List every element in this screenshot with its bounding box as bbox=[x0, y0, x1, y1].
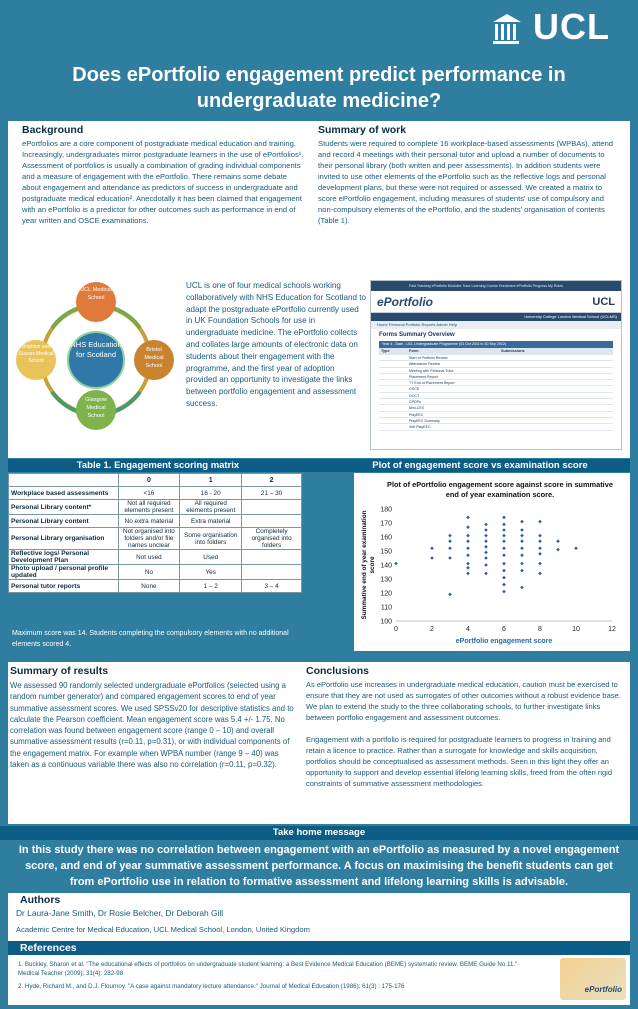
y-tick-label: 160 bbox=[380, 534, 392, 542]
table1-note: Maximum score was 14. Students completing the compulsory elements with no additional elements scored 4. bbox=[12, 630, 289, 648]
scatter-chart bbox=[354, 473, 630, 651]
table1-container bbox=[8, 473, 302, 593]
take-home-heading: Take home message bbox=[0, 826, 638, 840]
authors-affiliation: Academic Centre for Medical Education, UCL Medical School, London, United Kingdom bbox=[16, 925, 310, 934]
data-point bbox=[466, 539, 470, 543]
data-point bbox=[502, 523, 506, 527]
data-point bbox=[538, 539, 542, 543]
x-tick-label: 6 bbox=[502, 626, 506, 633]
table-cell: Personal tutor reports bbox=[9, 580, 119, 593]
data-point bbox=[574, 546, 578, 550]
screenshot-row-label: PlayEEC Summary bbox=[409, 418, 440, 423]
data-point bbox=[448, 546, 452, 550]
data-point bbox=[538, 572, 542, 576]
data-point bbox=[484, 572, 488, 576]
table-cell: Not organised into folders and/or file names unclear bbox=[118, 528, 180, 550]
table-header-cell: 2 bbox=[242, 474, 302, 487]
table-header-cell: 0 bbox=[118, 474, 180, 487]
data-point bbox=[502, 590, 506, 594]
data-point bbox=[466, 553, 470, 557]
reference-2: 2. Hyde, Richard M., and D.J. Flournoy. "A case against mandatory lecture attendance." Journal of Medical Education (1986); 61(3) : 175-176 bbox=[18, 983, 405, 990]
screenshot-col-type: Type bbox=[381, 349, 390, 353]
screenshot-row-label: TT End of Placement Report bbox=[409, 381, 455, 386]
table-cell: Personal Library organisation bbox=[9, 528, 119, 550]
screenshot-row-label: Start of Portfolio Review bbox=[409, 356, 448, 360]
x-tick-label: 8 bbox=[538, 626, 542, 633]
data-point bbox=[520, 534, 524, 538]
data-point bbox=[484, 523, 488, 527]
data-point bbox=[502, 583, 506, 587]
table1-title: Table 1. Engagement scoring matrix bbox=[76, 460, 240, 471]
table-cell: 21 – 30 bbox=[242, 487, 302, 500]
collaboration-diagram bbox=[14, 280, 182, 434]
table-header-cell: 1 bbox=[180, 474, 242, 487]
table-cell: 1 – 2 bbox=[180, 580, 242, 593]
x-tick-label: 12 bbox=[608, 626, 616, 633]
data-point bbox=[502, 528, 506, 532]
screenshot-col-submissions: Submissions bbox=[501, 349, 525, 353]
data-point bbox=[502, 562, 506, 566]
table-cell: Reflective logs/ Personal Development Plan bbox=[9, 550, 119, 565]
screenshot-col-form: Form bbox=[409, 349, 419, 353]
screenshot-rows bbox=[371, 355, 621, 431]
table-cell: Not used bbox=[118, 550, 180, 565]
references-bar bbox=[8, 941, 630, 955]
portico-icon bbox=[493, 14, 521, 44]
y-tick-label: 170 bbox=[380, 520, 392, 528]
data-point bbox=[448, 539, 452, 543]
node-label-bristol: Bristol Medical School bbox=[144, 347, 164, 369]
data-point bbox=[502, 516, 506, 520]
chart-panel bbox=[354, 473, 630, 651]
y-tick-label: 150 bbox=[380, 548, 392, 556]
data-point bbox=[538, 520, 542, 524]
data-point bbox=[556, 548, 560, 552]
data-point bbox=[466, 525, 470, 529]
screenshot-row-label: CPDPs bbox=[409, 400, 421, 405]
data-point bbox=[484, 551, 488, 555]
table-cell: Used bbox=[180, 550, 242, 565]
data-point bbox=[484, 539, 488, 543]
data-point bbox=[538, 552, 542, 556]
poster-title: Does ePortfolio engagement predict performance in undergraduate medicine? bbox=[72, 64, 566, 112]
data-point bbox=[538, 534, 542, 538]
data-point bbox=[466, 572, 470, 576]
data-point bbox=[484, 556, 488, 560]
table-row bbox=[9, 500, 302, 515]
data-point bbox=[448, 556, 452, 560]
table-cell: Extra material bbox=[180, 515, 242, 528]
data-point bbox=[520, 553, 524, 557]
table-cell: All required elements present bbox=[180, 500, 242, 515]
summary-work-heading: Summary of work bbox=[318, 124, 407, 136]
ucl-paragraph: UCL is one of four medical schools working collaboratively with NHS Education for Scotland to adapt the postgraduate ePortfolio currently used in UK Foundation Schools for use in undergraduate medicine. The ePortfolio collects and collates large amounts of electronic data on students about their engagement with the programme, and the first year of adoption provided an opportunity to investigate the links between portfolio engagement and assessment success. bbox=[186, 281, 366, 408]
x-tick-label: 2 bbox=[430, 626, 434, 633]
table-cell: Personal Library content* bbox=[9, 500, 119, 515]
x-tick-label: 10 bbox=[572, 626, 580, 633]
table-cell: 3 – 4 bbox=[242, 580, 302, 593]
x-tick-label: 4 bbox=[466, 626, 470, 633]
data-point bbox=[484, 528, 488, 532]
data-point bbox=[448, 593, 452, 597]
screenshot-form-title: Forms Summary Overview bbox=[379, 332, 455, 338]
references-heading: References bbox=[20, 942, 77, 954]
eportfolio-logo bbox=[560, 958, 626, 1000]
table-cell bbox=[242, 550, 302, 565]
table-row bbox=[9, 565, 302, 580]
table-row bbox=[9, 487, 302, 500]
screenshot-row-label: Meeting with Personal Tutor bbox=[409, 368, 454, 373]
data-point bbox=[484, 563, 488, 567]
table-cell: None bbox=[118, 580, 180, 593]
ucl-logo bbox=[493, 6, 629, 52]
x-axis-label: ePortfolio engagement score bbox=[455, 638, 553, 645]
node-label-ucl: UCL Medical School bbox=[80, 287, 112, 301]
data-point bbox=[502, 553, 506, 557]
conclusions-heading: Conclusions bbox=[306, 665, 370, 677]
plot-heading: Plot of engagement score vs examination score bbox=[372, 460, 588, 471]
conclusions-p1: As ePortfolio use increases in undergraduate medical education, caution must be exercised to ensure that they are not used as surrogates of other outcomes without a robust evidence base. We plan to extend the study to the three collaborating schools, to further investigate links between portfolio engagement and assessment outcomes. bbox=[306, 680, 621, 722]
authors-heading: Authors bbox=[20, 894, 61, 906]
screenshot-year: Year 4 - Date - UCL Undergraduate Programme (01 Oct 2011 to 30 Sep 2012) bbox=[379, 341, 613, 348]
table-cell: Photo upload / personal profile updated bbox=[9, 565, 119, 580]
data-point bbox=[430, 556, 434, 560]
data-point bbox=[520, 539, 524, 543]
engagement-table bbox=[8, 473, 302, 593]
table-cell: Personal Library content bbox=[9, 515, 119, 528]
data-point bbox=[466, 534, 470, 538]
data-point bbox=[448, 534, 452, 538]
screenshot-row-label: Attendance Review bbox=[409, 362, 440, 367]
screenshot-row-label: OSCE bbox=[409, 387, 420, 392]
screenshot-row-label: Self PlayEEC bbox=[409, 425, 431, 430]
data-point bbox=[538, 546, 542, 550]
data-point bbox=[502, 534, 506, 538]
y-tick-label: 140 bbox=[380, 562, 392, 570]
table-row bbox=[9, 550, 302, 565]
eportfolio-screenshot bbox=[370, 280, 622, 450]
data-point bbox=[502, 539, 506, 543]
results-text: We assessed 90 randomly selected undergraduate ePortfolios (selected using a random number generator) and compared engagement scores to end of year summative assessment scores. We used SPSSv20 for descriptive statistics and to calculate the Pearson coefficient. Mean engagement score was 5.4 +/- 1.75. No correlation was found between engagement score (range 0 – 10) and overall summative assessment results (r=0.11, p=0.31), or with individual components of the engagement matrix. For example when WPBA number (range 9 – 40) was taken as a continuous variable there was also no correlation (r=0.11, p=0.32). bbox=[10, 681, 294, 770]
data-point bbox=[520, 569, 524, 573]
y-tick-label: 100 bbox=[380, 618, 392, 626]
data-point bbox=[484, 534, 488, 538]
reference-1: 1. Buckley, Sharon et al. "The educational effects of portfolios on undergraduate student learning: a Best Evidence Medical Education (BEME) systematic review. BEME Guide No.11." Medical Teacher (2009); 31(4): 282-98 bbox=[18, 961, 518, 977]
table-cell bbox=[242, 515, 302, 528]
y-tick-label: 130 bbox=[380, 576, 392, 584]
node-label-brighton: Brighton and Sussex Medical School bbox=[18, 344, 54, 364]
data-point bbox=[556, 539, 560, 543]
data-point bbox=[520, 586, 524, 590]
y-tick-label: 120 bbox=[380, 590, 392, 598]
screenshot-row-label: DOCT bbox=[409, 393, 420, 398]
table-cell: Yes bbox=[180, 565, 242, 580]
data-point bbox=[466, 516, 470, 520]
authors-names: Dr Laura-Jane Smith, Dr Rosie Belcher, Dr Deborah Gill bbox=[16, 908, 224, 918]
table-row bbox=[9, 580, 302, 593]
data-point bbox=[502, 546, 506, 550]
data-point bbox=[520, 562, 524, 566]
y-tick-label: 110 bbox=[380, 604, 392, 612]
table-cell: No extra material bbox=[118, 515, 180, 528]
screenshot-row-label: Placement Report bbox=[409, 374, 438, 379]
y-axis-label: Summative end of year examinationscore bbox=[361, 510, 376, 620]
screenshot-tabs: Home Personal Portfolio Reports Admin Help bbox=[371, 321, 621, 329]
data-point bbox=[538, 562, 542, 566]
data-point bbox=[484, 545, 488, 549]
conclusions-p2: Engagement with a portfolio is required for postgraduate learners to progress in training and retain a licence to practice. Rather than a surrogate for knowledge and skills acquisition, portfolios should be conceptualised as assessment methods. Seen in this light they offer an opportunity to support and develop essential lifelong learning skills, freed from the often rigid constraints of summative assessment methodologies. bbox=[306, 735, 613, 788]
screenshot-header: University College London Medical School (UCLMS) bbox=[371, 313, 621, 321]
table-cell: Some organisation into folders bbox=[180, 528, 242, 550]
x-tick-label: 0 bbox=[394, 626, 398, 633]
table-cell bbox=[242, 565, 302, 580]
data-point bbox=[520, 546, 524, 550]
screenshot-logo: ePortfolio bbox=[377, 294, 433, 309]
data-point bbox=[502, 569, 506, 573]
logo-text: UCL bbox=[533, 6, 610, 47]
table-cell: Completely organised into folders bbox=[242, 528, 302, 550]
center-label: NHS Education for Scotland bbox=[70, 340, 122, 359]
data-point bbox=[394, 562, 398, 566]
data-point bbox=[466, 546, 470, 550]
chart-title: Plot of ePortfolio engagement score against score in summative end of year examination score. bbox=[387, 480, 613, 499]
screenshot-brand: UCL bbox=[592, 295, 615, 308]
table-cell: <16 bbox=[118, 487, 180, 500]
data-point bbox=[466, 562, 470, 566]
table-cell: No bbox=[118, 565, 180, 580]
table-row bbox=[9, 515, 302, 528]
data-point bbox=[520, 520, 524, 524]
table-cell: Not all required elements present bbox=[118, 500, 180, 515]
data-point bbox=[502, 576, 506, 580]
results-heading: Summary of results bbox=[10, 665, 109, 677]
screenshot-row bbox=[379, 424, 613, 430]
table-cell: Workplace based assessments bbox=[9, 487, 119, 500]
node-label-glasgow: Glasgow Medical School bbox=[85, 397, 107, 419]
data-point bbox=[466, 566, 470, 570]
background-text: ePortfolios are a core component of postgraduate medical education and training. Increasingly, undergraduates mirror postgraduate learners in the use of ePortfolios¹. Assessment of portfolios is usually a combination of grading individual components and a measure of engagement with the ePortfolio. There remains some debate about engagement and attendance as predictors of success in undergraduate and postgraduate medical education². Anecdotally it has been claimed that engagement with an ePortfolio is a predictor for other outcomes such as performance in end of year written and OSCE examinations. bbox=[22, 139, 304, 225]
table-header-cell bbox=[9, 474, 119, 487]
screenshot-row-label: Mini-CEX bbox=[409, 406, 425, 411]
table-cell bbox=[242, 500, 302, 515]
data-point bbox=[520, 528, 524, 532]
eportfolio-logo-text: ePortfolio bbox=[584, 985, 622, 994]
y-tick-label: 180 bbox=[380, 506, 392, 514]
background-heading: Background bbox=[22, 124, 84, 136]
table-row bbox=[9, 528, 302, 550]
take-home-text: In this study there was no correlation between engagement with an ePortfolio as measured by a novel engagement score, and end of year summative assessment performance. A focus on maximising the benefit students can get from ePortfolio use in relation to formative assessment and lifelong learning skills is advisable. bbox=[18, 844, 620, 888]
screenshot-row-label: PlayEEC bbox=[409, 412, 424, 417]
summary-work-text: Students were required to complete 16 workplace-based assessments (WPBAs), attend and record 4 meetings with their personal tutor and upload a number of documents to their personal library (both written and peer assessments). In addition students were invited to use other elements of the ePortfolio such as the reflective logs and personal development plans, but these were not required or assessed. We created a matrix to score ePortfolio engagement, including measures of students' use of compulsory and non-compulsory elements of the ePortfolio, and the students' organisation of contents (Table 1). bbox=[318, 139, 614, 225]
table-cell: 16 - 20 bbox=[180, 487, 242, 500]
data-point bbox=[430, 546, 434, 550]
screenshot-nav: Fast Tracking ePortfolio Modules Tutor Learning Course Enrolment ePortfolio Progress My Roles bbox=[371, 281, 621, 291]
